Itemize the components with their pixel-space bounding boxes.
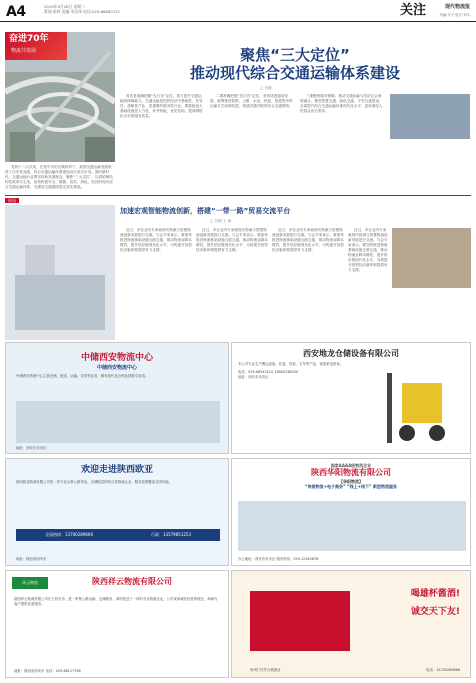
section-title: 关注 (399, 3, 426, 18)
ad-xiangyun-logo: 祥云物流 (12, 577, 48, 589)
news-col1: 近日，多位业内专家就现代物流与智慧物流创新发展进行交流。与会专家表示，要加快推进物流基础设施互联互通，推动物流业降本增效，提升供应链现代化水平，为构建开放型经济新体制提供有力支撑。 (120, 228, 192, 252)
ad-dilong-title: 西安地龙仓储设备有限公司 (303, 349, 399, 358)
lead-title-line1: 聚焦“三大定位” (240, 46, 350, 64)
lead-photo-right (390, 94, 470, 192)
ad-huayang-contact: 办公地址：西安市未央区 服务热线：029-12345678 (238, 557, 319, 562)
lead-title-line2: 推动现代综合交通运输体系建设 (189, 64, 400, 82)
ad-ouya (5, 458, 229, 566)
news-title: 加速宏观智能物流创新，搭建“一带一路”贸易交流平台 (120, 207, 291, 215)
ad-liquor-slogan1: 喝雄杯酱酒! (410, 589, 460, 599)
ad-ouya-title: 欢迎走进陕西欧亚 (80, 465, 153, 475)
ad-huayang (231, 458, 471, 566)
ad-ouya-footer: 地址：陕西省西安市 (16, 557, 47, 562)
ad-ouya-body: 陕西欧亚物流有限公司是一家专业从事公路货运、仓储配送的综合性物流企业，服务范围覆盖全国各地。 (16, 479, 172, 484)
anniversary-banner (5, 32, 67, 60)
ad-xiangyun-footer: 地址：陕西省西安市 电话：029-88117758 (14, 669, 81, 674)
news-col3: 近日，多位业内专家就现代物流与智慧物流创新发展进行交流。与会专家表示，要加快推进物流基础设施互联互通，推动物流业降本增效，提升供应链现代化水平，为构建开放型经济新体制提供有力支撑。 (272, 228, 344, 252)
ad-huayang-brand: 【华阳物流】 (339, 478, 363, 484)
banner-sub: 物流共发展 (11, 47, 37, 54)
ad-zhongchu-photo (16, 401, 220, 443)
ad-xiangyun (5, 570, 229, 678)
news-col2: 近日，多位业内专家就现代物流与智慧物流创新发展进行交流。与会专家表示，要加快推进物流基础设施互联互通，推动物流业降本增效，提升供应链现代化水平，为构建开放型经济新体制提供有力支撑。 (196, 228, 268, 252)
ad-huayang-title: 陕西华阳物流有限公司 (311, 468, 391, 478)
ad-zhongchu (5, 342, 229, 454)
news-divider (5, 195, 471, 205)
news-byline: □ 吕欧 王 涛 (210, 219, 232, 223)
ad-huayang-note: 国家AAAA级物流企业 (330, 463, 372, 468)
ad-zhongchu-subtitle: 中储西安物流中心 (96, 364, 137, 371)
forklift-icon (382, 363, 462, 451)
ad-zhongchu-body: 中储西安物流中心主营仓储、配送、运输、交易等业务，拥有现代化仓库及铁路专用线。 (16, 374, 149, 379)
news-col4: 近日，多位业内专家就现代物流与智慧物流创新发展进行交流。与会专家表示，要加快推进物流基础设施互联互通，推动物流业降本增效，提升供应链现代化水平，为构建开放型经济新体制提供有力支撑。 (348, 228, 388, 272)
lead-byline: □ 吕欧 (260, 86, 272, 90)
ad-dilong (231, 342, 471, 454)
news-photo-right (392, 228, 471, 288)
ad-dilong-body: 本公司专业生产搬运设备、托盘、货架、叉车等产品，欢迎来电咨询。 (238, 362, 344, 367)
ad-ouya-hotline (16, 529, 220, 541)
ad-dilong-phone: 电话：029-86543210 13800138000 (238, 369, 298, 374)
page-date: 2019年5月28日 星期二 (44, 4, 85, 9)
page-editors: 策划:张辉 责编:李岩伟 电话:029-88600722 (44, 9, 120, 14)
ad-ouya-phone2: 行政：13579851253 (151, 532, 191, 537)
news-tag: 资讯 (5, 198, 19, 203)
ad-liquor-bottles (250, 591, 350, 651)
banner-main: 奋进70年 (9, 34, 49, 44)
cargo-illustration (5, 205, 115, 340)
page-number: A4 (6, 4, 26, 20)
ad-zhongchu-title: 中储西安物流中心 (80, 353, 153, 363)
ad-liquor-phone: 电话：13700289666 (426, 668, 460, 673)
ad-liquor (231, 570, 471, 678)
ad-ouya-phone1: 全国热线：13700289666 (45, 532, 93, 537)
page-header (0, 0, 476, 22)
ad-huayang-photo (238, 501, 466, 551)
paper-name: 现代物流报 (444, 4, 470, 10)
ad-xiangyun-title: 陕西祥云物流有限公司 (92, 577, 172, 586)
ad-zhongchu-addr: 地址：西安市未央区 (16, 446, 47, 451)
ad-liquor-footer: 贵州仁怀茅台镇酒业 (250, 668, 281, 673)
ad-dilong-addr: 地址：西安市未央区 (238, 374, 269, 379)
lead-col2: 首先是准确把握“先行官”定位，着力提升交通运输的保障能力。交通运输是国民经济中基础性、先导性、战略性产业，是重要的服务性行业。要继续加大基础设施投入力度，补齐短板，优化结构，提高网络化水平和服务质量。 (120, 94, 203, 118)
news-photo-left (5, 205, 115, 340)
lead-col1: 党的十八大以来，在党中央的正确领导下，我国交通运输发展取得了历史性成就，综合交通运输体系建设迈出坚实步伐。面向新时代，交通运输行业要坚持新发展理念，聚焦“三大定位”，以供给侧结构性改革为主线，加快构建安全、便捷、高效、绿色、经济的现代综合交通运输体系，为建设交通强国奠定坚实基础。 (5, 165, 113, 189)
ad-liquor-slogan2: 诚交天下友! (410, 607, 460, 617)
ad-xiangyun-body: 陕西祥云物流有限公司位于西安市，是一家集公路运输、仓储服务、城市配送于一体的专业物流企业，公司秉承诚信经营的理念，竭诚为客户提供优质服务。 (14, 597, 218, 606)
lead-col4: 三要聚焦服务保障，推动交通运输与经济社会深度融合，推进智慧交通、绿色交通、平安交通建设，全面提升综合交通运输体系现代化水平，更好满足人民群众出行需求。 (300, 94, 383, 113)
ad-huayang-slogan: “传统物流+电子商务” “线上+线下” 新型物流服务 (304, 483, 397, 489)
editor-credit: 执编:付冬 版式:刘永 (439, 13, 470, 17)
page-info (44, 4, 120, 14)
lead-col3: 二要准确把握“先行官”定位，坚持适度超前发展，统筹推进铁路、公路、水运、民航、管道等多种运输方式协调发展，构建内通外联的综合交通网络。 (210, 94, 293, 108)
